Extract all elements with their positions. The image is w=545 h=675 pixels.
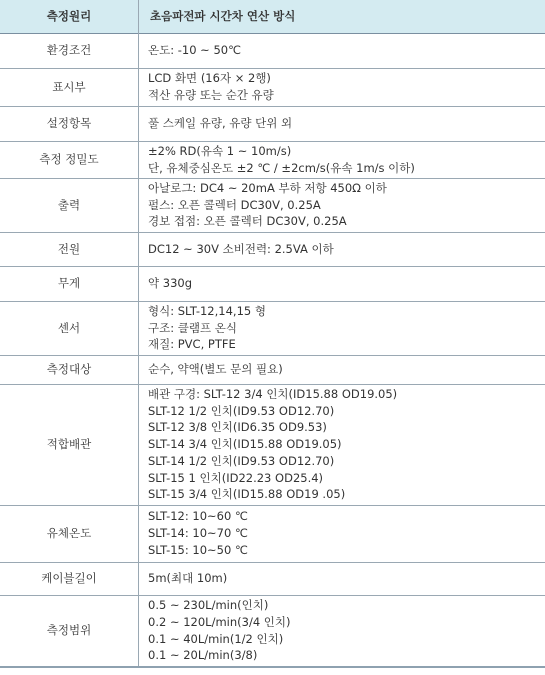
row-label: 측정대상: [46, 362, 92, 377]
header-label: 측정원리: [46, 9, 92, 24]
row-value: [148, 68, 545, 106]
row-value: [148, 141, 545, 178]
row-label: 무게: [57, 276, 81, 291]
value-line: DC12 ~ 30V 소비전력: 2.5VA 이하: [148, 241, 334, 256]
value-line: 약 330g: [148, 276, 193, 291]
value-line: 0.2 ~ 120L/min(3/4 인치): [148, 614, 291, 629]
value-line: 재질: PVC, PTFE: [148, 337, 236, 352]
value-line: SLT-14 3/4 인치(ID15.88 OD19.05): [148, 437, 342, 452]
value-line: 구조: 클램프 온식: [148, 320, 237, 335]
value-line: SLT-15: 10~50 ℃: [148, 542, 248, 557]
row-value: [148, 595, 545, 666]
row-label: 측정 정밀도: [39, 152, 99, 167]
value-line: 0.5 ~ 230L/min(인치): [148, 597, 269, 612]
row-value: [148, 106, 545, 141]
row-label: 환경조건: [46, 43, 92, 58]
row-label: 측정범위: [46, 623, 92, 638]
value-line: SLT-12: 10~60 ℃: [148, 509, 248, 524]
table-bottom-border: [0, 666, 545, 668]
header-value: 초음파전파 시간차 연산 방식: [150, 9, 296, 24]
row-value: [148, 384, 545, 505]
value-line: 순수, 약액(별도 문의 필요): [148, 362, 283, 377]
row-label: 센서: [57, 320, 81, 335]
column-divider: [138, 0, 139, 667]
value-line: 온도: -10 ~ 50℃: [148, 43, 242, 58]
value-line: 배관 구경: SLT-12 3/4 인치(ID15.88 OD19.05): [148, 386, 398, 401]
value-line: 펄스: 오픈 콜렉터 DC30V, 0.25A: [148, 197, 321, 212]
value-line: LCD 화면 (16자 × 2행): [148, 71, 271, 86]
value-line: 형식: SLT-12,14,15 형: [148, 303, 266, 318]
value-line: 적산 유량 또는 순간 유량: [148, 88, 274, 102]
value-line: 0.1 ~ 20L/min(3/8): [148, 648, 258, 663]
row-value: [148, 33, 545, 68]
value-line: 5m(최대 10m): [148, 571, 228, 586]
value-line: SLT-15 1 인치(ID22.23 OD25.4): [148, 470, 324, 485]
value-line: 단, 유체중심온도 ±2 ℃ / ±2cm/s(유속 1m/s 이하): [148, 160, 415, 175]
value-line: 0.1 ~ 40L/min(1/2 인치): [148, 631, 284, 646]
row-value: [148, 355, 545, 384]
value-line: SLT-12 1/2 인치(ID9.53 OD12.70): [148, 403, 335, 418]
row-value: [148, 232, 545, 266]
value-line: 풀 스케일 유량, 유량 단위 외: [148, 116, 293, 131]
value-line: SLT-14 1/2 인치(ID9.53 OD12.70): [148, 453, 335, 468]
row-label: 유체온도: [46, 526, 92, 541]
value-line: 경보 접점: 오픈 콜렉터 DC30V, 0.25A: [148, 214, 347, 229]
row-label: 전원: [57, 241, 81, 256]
value-line: SLT-14: 10~70 ℃: [148, 526, 248, 541]
row-label: 케이블길이: [41, 571, 97, 586]
row-label: 설정항목: [46, 116, 92, 131]
row-value: [148, 505, 545, 562]
row-label: 적합배관: [46, 437, 92, 452]
row-label: 표시부: [52, 79, 86, 94]
value-line: SLT-15 3/4 인치(ID15.88 OD19 .05): [148, 487, 346, 502]
value-line: 아날로그: DC4 ~ 20mA 부하 저항 450Ω 이하: [148, 180, 387, 195]
row-value: [148, 301, 545, 355]
value-line: ±2% RD(유속 1 ~ 10m/s): [148, 143, 292, 158]
row-value: [148, 266, 545, 301]
row-value: [148, 562, 545, 595]
row-value: [148, 178, 545, 232]
row-label: 출력: [57, 197, 81, 212]
value-line: SLT-12 3/8 인치(ID6.35 OD9.53): [148, 420, 327, 435]
